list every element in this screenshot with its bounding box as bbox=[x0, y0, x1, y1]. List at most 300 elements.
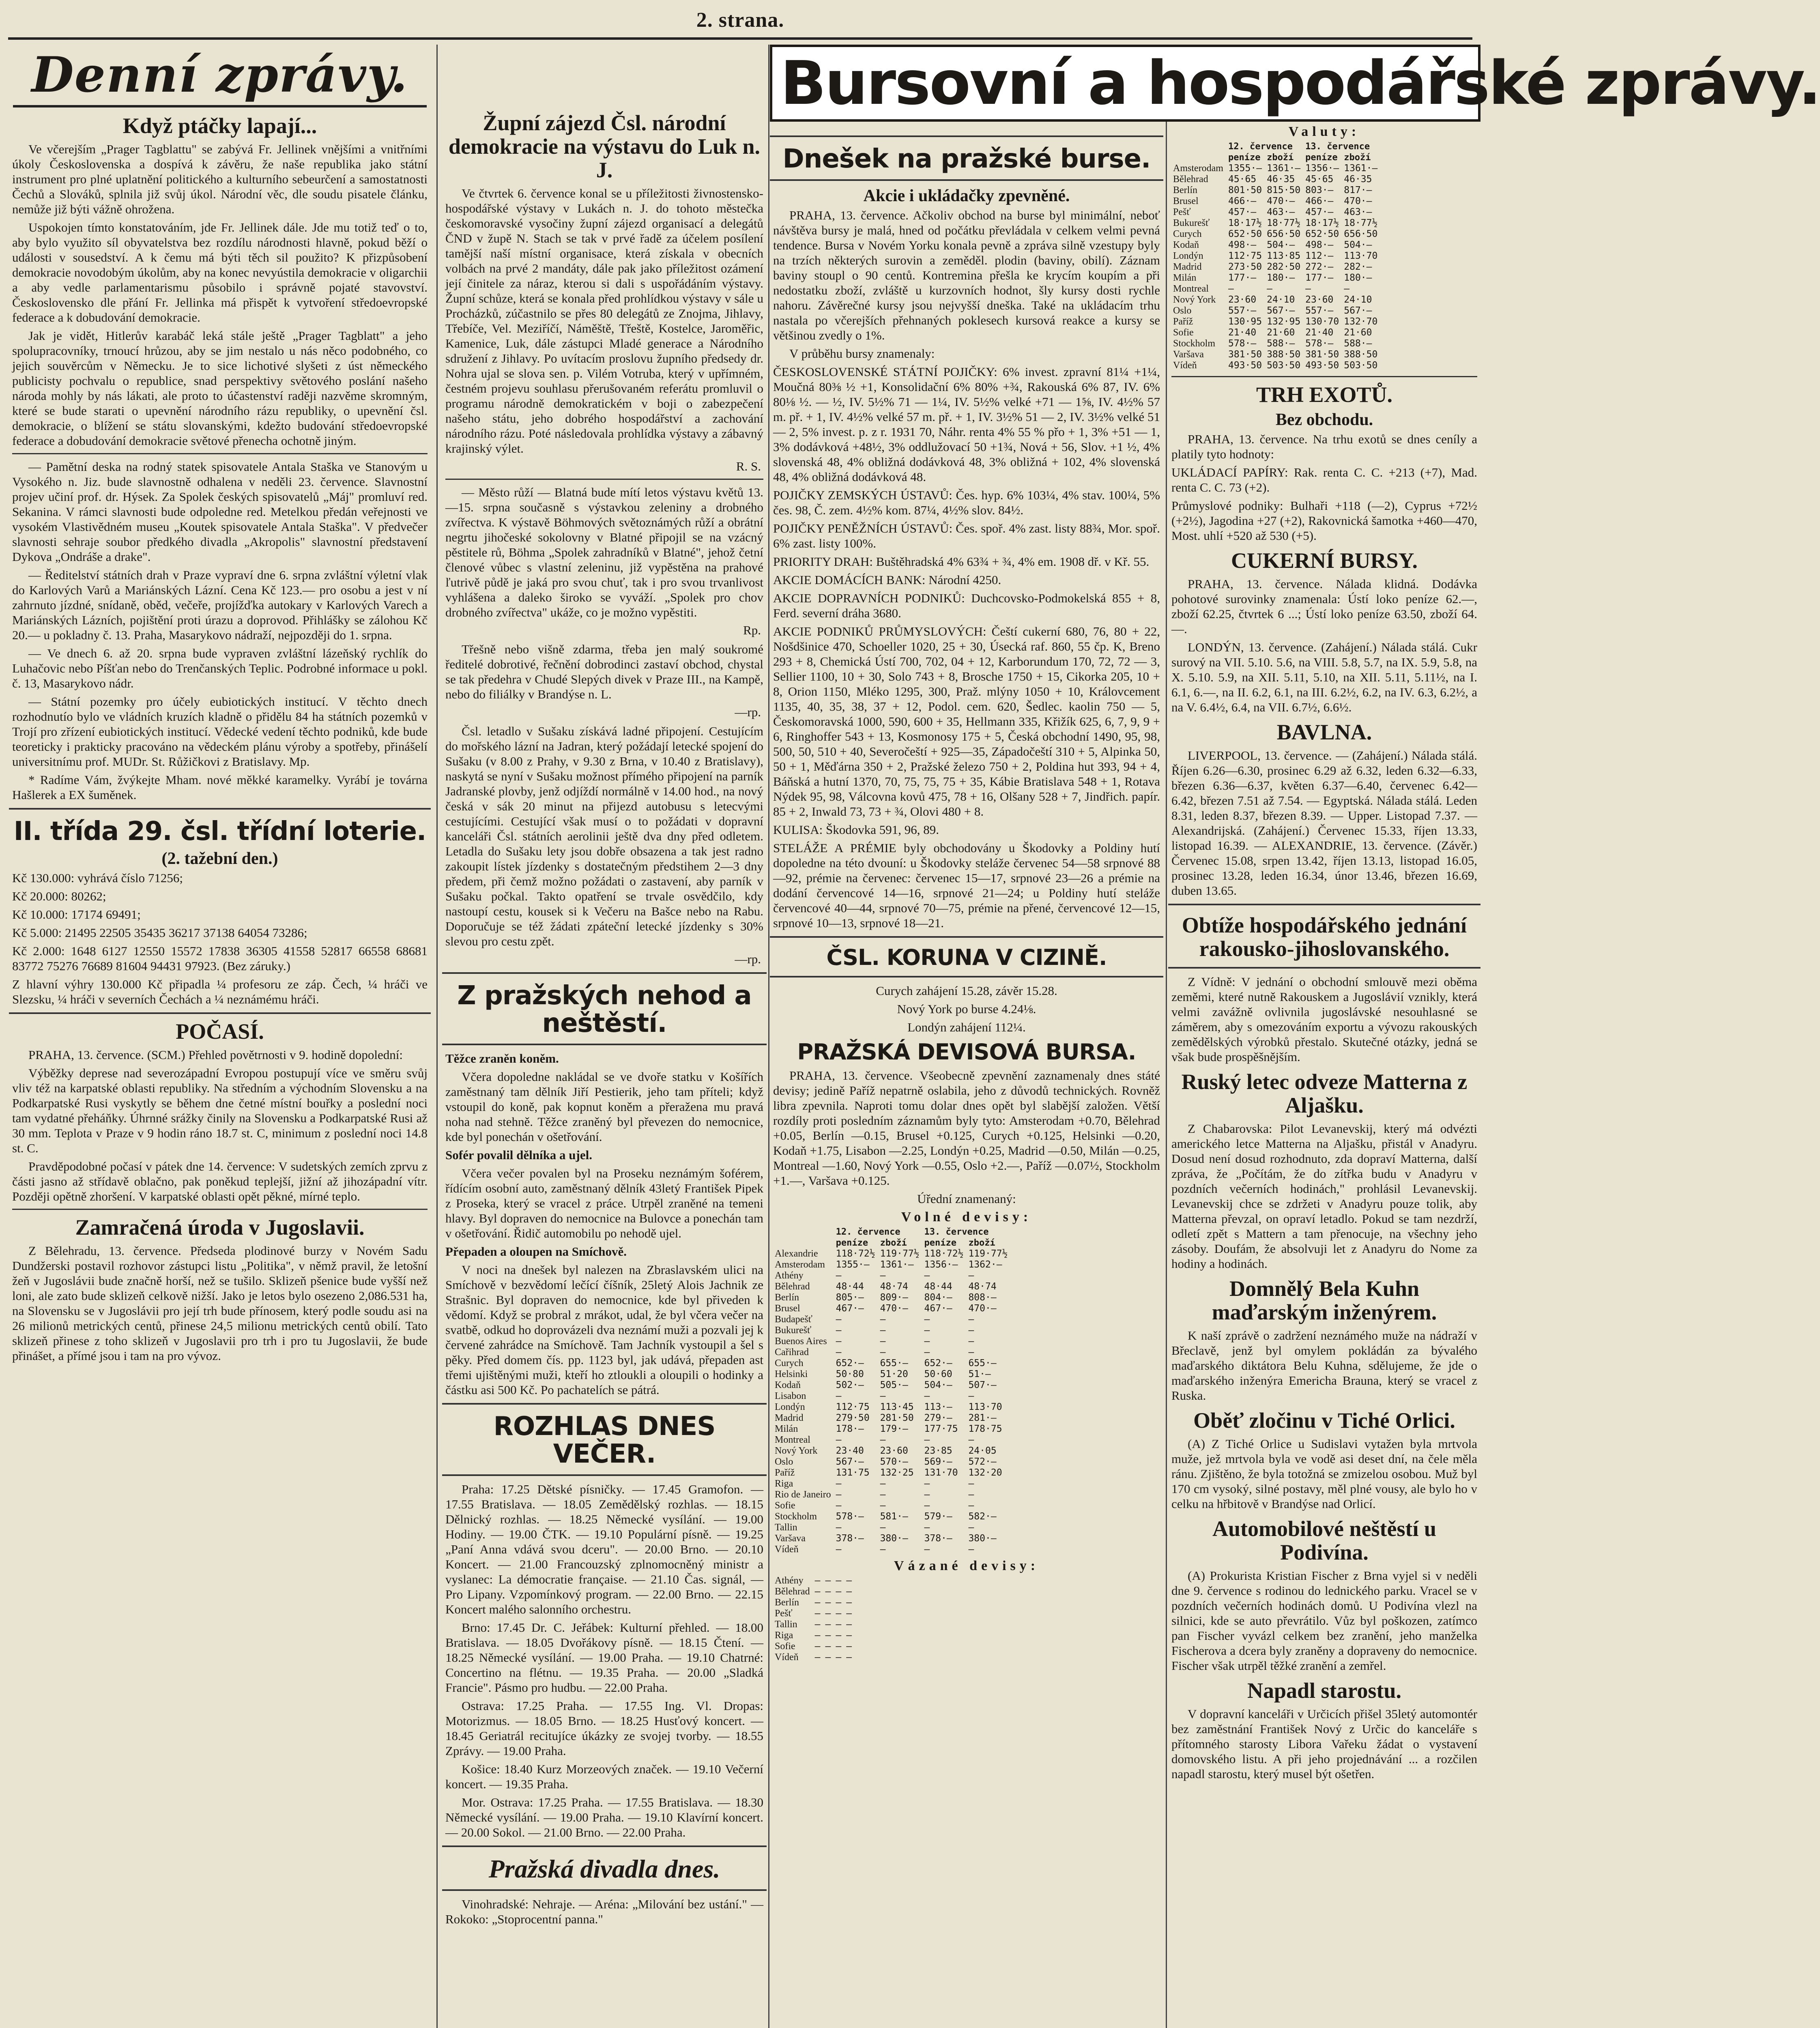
rate-value: 24·10 bbox=[1344, 294, 1372, 305]
rate-value: 503·50 bbox=[1344, 360, 1378, 371]
rate-value: — bbox=[968, 1478, 974, 1489]
rate-value: — bbox=[846, 1652, 852, 1663]
article-title: Domnělý Bela Kuhn maďarským inženýrem. bbox=[1212, 1276, 1437, 1324]
rate-value: — bbox=[924, 1544, 930, 1555]
theatre-listing: Vinohradské: Nehraje. — Aréna: „Milování bez ustání." — Rokoko: „Stoprocentní panna." bbox=[445, 1897, 763, 1926]
rate-value: — bbox=[924, 1336, 930, 1347]
rate-value: 652·50 bbox=[1228, 229, 1262, 239]
rate-value: 177·— bbox=[1228, 273, 1257, 283]
table-row bbox=[772, 1446, 1010, 1457]
rate-value: — bbox=[924, 1489, 930, 1500]
table-row bbox=[772, 1303, 1010, 1314]
currency-name: Vídeň bbox=[1173, 360, 1197, 371]
currency-name: Montreal bbox=[775, 1435, 810, 1445]
rate-value: 463·— bbox=[1344, 207, 1372, 217]
table-row bbox=[772, 1457, 1010, 1467]
koruna-section bbox=[770, 936, 1163, 977]
rate-value: 23·60 bbox=[880, 1446, 908, 1456]
rate-value: — bbox=[968, 1391, 974, 1401]
currency-name: Varšava bbox=[775, 1533, 806, 1544]
table-row bbox=[1171, 218, 1380, 229]
market-listing: Průmyslové podniky: Bulhaři +118 (—2), Cyprus +72½ (+2½), Jagodina +27 (+2), Rakovnická šamotka +460—470, Most. uhlí +520 až 530 (+5). bbox=[1171, 498, 1477, 543]
article-title: Pražská divadla dnes. bbox=[488, 1854, 720, 1883]
rate-value: 45·65 bbox=[1305, 174, 1334, 185]
rate-value: 656·50 bbox=[1344, 229, 1378, 239]
rate-value: — bbox=[836, 1652, 842, 1663]
article-title: ROZHLAS DNES VEČER. bbox=[493, 1411, 716, 1469]
table-header bbox=[1171, 141, 1226, 152]
rate-value: — bbox=[1228, 284, 1234, 294]
rate-value: 113·45 bbox=[880, 1402, 914, 1412]
article-title: Když ptáčky lapají... bbox=[122, 114, 317, 138]
table-row bbox=[772, 1358, 1010, 1369]
currency-name: Sofie bbox=[1173, 327, 1194, 338]
rate-value: 578·— bbox=[1228, 338, 1257, 349]
table-row bbox=[1171, 174, 1380, 185]
table-row bbox=[1171, 284, 1380, 294]
rate-value: 24·05 bbox=[968, 1446, 997, 1456]
table-row bbox=[772, 1608, 854, 1619]
article-paragraph: V noci na dnešek byl nalezen na Zbraslavském ulici na Smíchově v bezvědomí lečící číšník, 25letý Alois Jachnik ze Strašnic. Byl dopraven do nemocnice, kde byl přiveden k vědomí. Když se probral z mrákot, udal, že byl včera večer na svatbě, odkud ho doprovázeli dva neznámí muži a pozvali jej k červené zahrádce na Smíchově. Tam Jachník vystoupil a šel s pěky. Před domem čís. pp. 1123 byl, jak udává, přepaden ast třemi ujištěnými muži, kteří ho ztloukli a oloupili o hodinky a částku asi 500 Kč. Po pachatelích se pátrá. bbox=[445, 1263, 763, 1397]
divider bbox=[12, 453, 428, 454]
rate-value: 281·— bbox=[968, 1413, 997, 1423]
rate-value: — bbox=[880, 1391, 886, 1401]
rate-value: 588·— bbox=[1344, 338, 1372, 349]
subheading: Sofér povalil dělníka a ujel. bbox=[445, 1148, 592, 1162]
rate-value: — bbox=[825, 1586, 831, 1597]
divider bbox=[445, 479, 763, 480]
rate-value: 132·70 bbox=[1344, 316, 1378, 327]
market-listing: POJIČKY PENĚŽNÍCH ÚSTAVŮ: Čes. spoř. 4% zast. listy 88¾, Mor. spoř. 6% zast. listy 100%. bbox=[773, 521, 1160, 550]
article-paragraph: Ve čtvrtek 6. července konal se u příležitosti živnostensko-hospodářské výstavy v Lukách n. J. do tohoto městečka českomoravské vysočiny župní zájezd organisací a delegátů ČND v župě N. Stach se tak v prvé řadě za účelem posílení tamější naší místní organisace, která získala v obecních volbách na prvé 2 mandáty, dále pak jako příležitost ozámení její činitele za náraz, kterou si dali s uspořádáním výstavy. Župní schůze, která se konala před prohlídkou výstavy v sále u Procházků, zúčastnilo se přes 80 delegátů ze Znojma, Jihlavy, Třebíče, Vel. Meziříčí, Náměště, Třeště, Kostelce, Jaroměřic, Kamenice, Luk, dále zástupci Mladé generace a Národního sdružení z Jihlavy. Po uvítacím proslovu župního předsedy dr. Nohra ujal se slova sen. p. Vilém Votruba, který v upřímném, čestném projevu souhlasu přerušovaném referátu promluvil o programu národně demokratickém v boji o zabezpečení našeho státu, jeho dobrého hospodářství a zachování národního rázu. Poté následovala prohlídka výstavy a zábavný krajinský výlet. bbox=[445, 186, 763, 455]
table-row bbox=[772, 1336, 1010, 1347]
rate-value: 579·— bbox=[924, 1511, 952, 1522]
column-1 bbox=[9, 45, 431, 1366]
currency-name: Sofie bbox=[775, 1500, 795, 1511]
rate-value: 119·77½ bbox=[880, 1248, 920, 1259]
lottery-line: Kč 10.000: 17174 69491; bbox=[12, 907, 141, 922]
table-row bbox=[1171, 294, 1380, 305]
rate-value: — bbox=[836, 1575, 842, 1586]
koruna-line: Nový York po burse 4.24⅛. bbox=[897, 1002, 1036, 1016]
rate-value: — bbox=[814, 1652, 821, 1663]
valuty-section bbox=[1168, 124, 1480, 371]
article-title: BAVLNA. bbox=[1276, 720, 1372, 744]
weather-paragraph: PRAHA, 13. července. (SCM.) Přehled povětrnosti v 9. hodině dopolední: bbox=[28, 1048, 403, 1062]
table-body bbox=[772, 1248, 1010, 1555]
currency-name: Milán bbox=[1173, 273, 1197, 283]
table-row bbox=[772, 1489, 1010, 1500]
currency-name: Brusel bbox=[1173, 196, 1199, 206]
table-row bbox=[1171, 305, 1380, 316]
rate-value: 557·— bbox=[1228, 305, 1257, 316]
market-listing: ČESKOSLOVENSKÉ STÁTNÍ POJIČKY: 6% invest. zpravní 81¼ +1¼, Moučná 80⅜ ½ +1, Konsolidační 6% 80% +¾, Rakouská 6% 87, IV. 6% 80⅛ ½. — ½, IV. 5½% 71 — 1¼, IV. 5½% velké +71 — 1⅝, IV. 4½% 57 m. př. + 1, IV. 4½% velké 57 m. př. + 1, IV. 3½% 51 — 2, IV. 3½% velké 51 — 2, 5% invest. p. z r. 1931 70, Náhr. renta 4% 55 % přo + 1, 3% +51 — 1, 3% dodávková +48½, 3% oddlužovací 50 +1¾, Nová + 56, Slov. +1 ½, 4% slovenská 48, 4% obližná dodávková 48, 3% obližná + 102, 4% slovenská 48, 4% obližná dodávková 48. bbox=[773, 365, 1160, 484]
lottery-line: Z hlavní výhry 130.000 Kč připadla ¼ profesoru ze záp. Čech, ¼ hráči ve Slezsku, ¼ hráči v severních Čechách a ¼ neznámému hráči. bbox=[12, 977, 428, 1006]
currency-name: Curych bbox=[775, 1358, 804, 1368]
rate-value: 588·— bbox=[1267, 338, 1295, 349]
rate-value: 119·77½ bbox=[968, 1248, 1008, 1259]
table-row bbox=[772, 1511, 1010, 1522]
rate-value: 180·— bbox=[1344, 273, 1372, 283]
article-paragraph: (A) Z Tiché Orlice u Sudislavi vytažen byla mrtvola muže, jež mrtvola byla ve vodě asi deset dní, na čele měla ránu. Zjištěno, že byla totožná se zmizelou osobou. Muž byl 170 cm vysoký, silné postavy, měl plné vousy, ale bylo ho v celku na hřbitově v Brandýse nad Orlicí. bbox=[1171, 1437, 1477, 1511]
table-header: peníze bbox=[1305, 153, 1338, 163]
currency-name: Londýn bbox=[1173, 251, 1203, 261]
rate-value: — bbox=[846, 1586, 852, 1597]
currency-name: Lisabon bbox=[775, 1391, 806, 1401]
article-paragraph: PRAHA, 13. července. Ačkoliv obchod na burse byl minimální, neboť návštěva bursy je malá, hned od počátku převládala v celkem velmi pevná tendence. Bursa v Novém Yorku konala pevně a zpráva silně vzestupy byly na trzích některých surovin a zeměděl. plodin (baviny, obilí). Záznam baviny stoupl o 90 centů. Kontremina přešla ke krycím koupím a při nedostatku zboží, zvláště u kurzovních hodnot, šly kursy dosti rychle nahoru. Závěrečné kursy jsou nejvyšší dneška. Také na ukládacím trhu nastala po včerejších přehnaných poklesech kursová reakce a kursy se většinou zvedly o 1%. bbox=[773, 208, 1160, 342]
top-rule bbox=[8, 37, 1472, 40]
rate-value: — bbox=[836, 1522, 842, 1533]
currency-name: Amsterodam bbox=[775, 1259, 825, 1270]
rate-value: — bbox=[880, 1522, 886, 1533]
table-row bbox=[772, 1347, 1010, 1358]
rate-value: 23·40 bbox=[836, 1446, 864, 1456]
currency-name: Milán bbox=[775, 1424, 798, 1434]
rate-value: — bbox=[924, 1435, 930, 1445]
article-title: ČSL. KORUNA V CIZINĚ. bbox=[826, 945, 1107, 970]
rate-value: 470·— bbox=[880, 1303, 908, 1314]
rate-value: 21·60 bbox=[1344, 327, 1372, 338]
rate-value: — bbox=[1344, 284, 1350, 294]
rate-value: 804·— bbox=[924, 1292, 952, 1303]
rate-value: — bbox=[836, 1336, 842, 1347]
table-header: peníze bbox=[924, 1238, 956, 1248]
rate-value: — bbox=[880, 1336, 886, 1347]
currency-name: Stockholm bbox=[775, 1511, 817, 1522]
lottery-title: II. třída 29. čsl. třídní loterie. bbox=[13, 816, 426, 846]
currency-name: Alexandrie bbox=[775, 1248, 818, 1259]
currency-name: Stockholm bbox=[1173, 338, 1216, 349]
currency-name: Sofie bbox=[775, 1641, 795, 1652]
rate-value: 567·— bbox=[1344, 305, 1372, 316]
rate-value: — bbox=[846, 1575, 852, 1586]
currency-name: Pešť bbox=[1173, 207, 1191, 217]
rate-value: 567·— bbox=[836, 1457, 864, 1467]
news-item: Čsl. letadlo v Sušaku získává ladné připojení. Cestujícím do mořského lázní na Jadran, který požádají letecké spojení do Sušaku (v 8.00 z Prahy, v 9.30 z Brna, v 10.40 z Bratislavy), naskytá se nyní v Sušaku možnost přímého připojení na parník Jadranské plovby, jenž odjíždí normálně v 14.00 hod., na nový česká v sák 20 minut na přijezd autobusu s letecvými cestujícími. Cestující však musí o to požádati v dopravní kanceláři Čsl. státních aerolinii ještě dva dny před odletem. Letadla do Sušaku lety jsou dobře obsazena a tak jest radno zakoupit lístek jízdenky s dostatečným předstihem 2—3 dny předem, při čemž možno požádati o zastavení, aby parník v Sušaku počkal. Takto opatření se trvale osvědčilo, kdy nastoupí cestu, kousek si k Večeru na Bašce nebo na Rabu. Doporučuje se též žádati zpáteční letecké jízdenky s 30% slevou pro cestu zpět. bbox=[445, 724, 763, 948]
table-row bbox=[772, 1522, 1010, 1533]
rate-value: — bbox=[968, 1314, 974, 1325]
rate-value: — bbox=[924, 1478, 930, 1489]
article-title: Obtíže hospodářského jednání rakousko-jihoslovanského. bbox=[1182, 913, 1467, 961]
article-title: TRH EXOTŮ. bbox=[1256, 382, 1393, 407]
weather-title: POČASÍ. bbox=[176, 1019, 264, 1044]
article-title: Oběť zločinu v Tiché Orlici. bbox=[1193, 1408, 1455, 1433]
currency-name: Bukurešť bbox=[1173, 218, 1210, 228]
rate-value: 467·— bbox=[836, 1303, 864, 1314]
rate-value: — bbox=[825, 1608, 831, 1619]
radio-program: Košice: 18.40 Kurz Morzeových značek. — 19.10 Večerní koncert. — 19.35 Praha. bbox=[445, 1762, 763, 1791]
table-row bbox=[772, 1467, 1010, 1478]
table-row bbox=[772, 1500, 1010, 1511]
obtize-section bbox=[1168, 904, 1480, 969]
rate-value: — bbox=[836, 1478, 842, 1489]
rate-value: — bbox=[880, 1347, 886, 1358]
rate-value: 113·85 bbox=[1267, 251, 1301, 261]
rate-value: — bbox=[814, 1619, 821, 1630]
news-item: Třešně nebo višně zdarma, třeba jen malý soukromé ředitelé dobrotivé, řečnění dobrodinci zastaví obchod, chystal se tak předehra v Chudé Slepých divek v Praze III., na Kampě, nebo do filiálky v Brandýse n. L. bbox=[445, 642, 763, 701]
rate-value: 273·50 bbox=[1228, 262, 1262, 272]
rate-value: 1356·— bbox=[1305, 163, 1339, 174]
article-paragraph: K naší zprávě o zadržení neznámého muže na nádraží v Břeclavě, jenž byl omylem pokládán za bývalého maďarského diktátora Belu Kuhna, sdělujeme, že jde o maďarského inženýra Emericha Brauna, který se vracel z Ruska. bbox=[1171, 1328, 1477, 1403]
rate-value: 130·70 bbox=[1305, 316, 1339, 327]
article-title: Z pražských nehod a neštěstí. bbox=[457, 981, 752, 1038]
table-row bbox=[772, 1248, 1010, 1259]
rate-value: 132·25 bbox=[880, 1467, 914, 1478]
currency-name: Madrid bbox=[1173, 262, 1202, 272]
rate-value: 113·70 bbox=[1344, 251, 1378, 261]
article-paragraph: PRAHA, 13. července. Všeobecně zpevnění zaznamenaly dnes státé devisy; jedině Paříž nepatrně oslabila, jeho z důvodů technických. Rovněž libra zpevnila. Naproti tomu dolar dnes opět byl slabější založen. Větší rozdíly proti posledním záznamům byly tyto: Amsterodam +0.70, Bělehrad +0.05, Berlín —0.15, Brusel +0.125, Curych +0.125, Helsinki —0.20, Kodaň +1.75, Lisabon —2.25, Londýn +0.25, Madrid —0.50, Milán —0.25, Montreal —1.60, Nový York —0.55, Oslo +2.—, Paříž —0.07½, Stockholm +1.—, Varšava +0.125. bbox=[773, 1068, 1160, 1188]
table-row bbox=[772, 1325, 1010, 1336]
article-subtitle: Bez obchodu. bbox=[1275, 410, 1373, 429]
currency-name: Athény bbox=[775, 1575, 804, 1586]
market-listing: AKCIE PODNIKŮ PRŮMYSLOVÝCH: Čeští cukerní 680, 76, 80 + 22, Nošdšinice 470, Schoeller 1020, 25 + 30, Úsecká raf. 860, 55 čp. K, Breno 293 + 8, Chemická Ústí 700, 702, 04 + 12, Karborundum 170, 72, 72 — 3, Sellier 1100, 10 + 30, Solo 743 + 8, Brosche 1750 + 15, Cikorka 205, 10 + 8, Orion 1150, Mléko 1295, 300, Praž. mlýny 1050 + 10, Královcement 1135, 40, 35, 38, 37 + 12, Podol. cem. 620, Šedlec. kaolin 750 — 5, Českomoravská 1000, 590, 600 + 35, Hellmann 335, Křižík 625, 6, 7, 9, 9 + 6, Ringhoffer 543 + 13, Kosmonosy 175 + 5, Česká obchodní 1490, 95, 98, 500, 50, 510 + 40, Severočeští + 925—35, Západočeští 310 + 5, Alpinka 50, 50 + 1, Měďárna 350 + 2, Pražské železo 750 + 2, Poldina hut 393, 94 + 4, Báňská a hutní 1370, 70, 75, 75, 75 + 35, Kábie Bratislava 548 + 1, Rotava Nýdek 95, 98, Válcovna kovů 475, 78 + 16, Olšany 528 + 7, Jindřich. papír. 85 + 2, Inwald 73, 73 + ¾, Olovi 480 + 8. bbox=[773, 624, 1160, 819]
rate-value: — bbox=[836, 1630, 842, 1641]
rate-value: — bbox=[880, 1544, 886, 1555]
currency-name: Cařihrad bbox=[775, 1347, 809, 1358]
article-paragraph: Z Bělehradu, 13. července. Předseda plodinové burzy v Novém Sadu Dundžerski postavil rozhovor zástupci listu „Politika", v němž pravil, že letošní žeň v Jugoslávii bude značně horší, než se tušilo. Sklizeň pšenice bude vyšší než loni, ale zato bude sklizeň celkově nižší. Jako je letos bylo osezeno 2,086.531 ha, na Slovensku se v Jugoslávii pro její trh bude přínosem, který podle soudu asi na 26 milionů metrických centů, přinese 24,5 milionu metrických centů obilí. Tato sklizeň přinese z toho sklizeň v Jugoslavii pro trh i pro tu Jugoslavii, že bude přinášet, a přímé jsou i tam na pro vývoz. bbox=[12, 1244, 428, 1363]
rate-value: 21·60 bbox=[1267, 327, 1295, 338]
rate-value: 130·95 bbox=[1228, 316, 1262, 327]
bound-devisy-table bbox=[772, 1575, 854, 1663]
rate-value: 502·— bbox=[836, 1380, 864, 1390]
rate-value: 815·50 bbox=[1267, 185, 1301, 195]
rate-value: 578·— bbox=[836, 1511, 864, 1522]
rate-value: — bbox=[825, 1641, 831, 1652]
rate-value: — bbox=[814, 1641, 821, 1652]
rate-value: — bbox=[814, 1608, 821, 1619]
bourse-section bbox=[770, 135, 1163, 181]
rate-value: 567·— bbox=[1267, 305, 1295, 316]
radio-program: Mor. Ostrava: 17.25 Praha. — 17.55 Bratislava. — 18.30 Německé vysílání. — 19.00 Praha. — 19.10 Klavírní koncert. — 20.00 Sokol. — 21.00 Brno. — 22.00 Praha. bbox=[445, 1795, 763, 1839]
rate-value: 805·— bbox=[836, 1292, 864, 1303]
rate-value: — bbox=[880, 1325, 886, 1336]
valuty-table bbox=[1171, 141, 1380, 371]
table-row bbox=[772, 1652, 854, 1663]
rate-value: 388·50 bbox=[1344, 349, 1378, 360]
rate-value: 131·75 bbox=[836, 1467, 870, 1478]
table-header bbox=[1171, 152, 1226, 163]
market-listing: KULISA: Škodovka 591, 96, 89. bbox=[773, 823, 939, 837]
rate-value: 507·— bbox=[968, 1380, 997, 1390]
rate-value: — bbox=[968, 1435, 974, 1445]
subheading: Těžce zraněn koněm. bbox=[445, 1051, 559, 1066]
currency-name: Rio de Janeiro bbox=[775, 1489, 831, 1500]
rate-value: 582·— bbox=[968, 1511, 997, 1522]
currency-name: Tallin bbox=[775, 1619, 797, 1630]
divider bbox=[1171, 376, 1477, 377]
rate-value: 463·— bbox=[1267, 207, 1295, 217]
rate-value: 48·44 bbox=[836, 1281, 864, 1292]
rate-value: — bbox=[836, 1325, 842, 1336]
rate-value: 118·72½ bbox=[924, 1248, 964, 1259]
table-row bbox=[772, 1619, 854, 1630]
rate-value: — bbox=[880, 1270, 886, 1281]
rate-value: 380·— bbox=[880, 1533, 908, 1544]
table-row bbox=[1171, 185, 1380, 196]
rate-value: 809·— bbox=[880, 1292, 908, 1303]
rate-value: 467·— bbox=[924, 1303, 952, 1314]
rate-value: — bbox=[836, 1435, 842, 1445]
rate-value: 803·— bbox=[1305, 185, 1334, 195]
article-paragraph: (A) Prokurista Kristian Fischer z Brna vyjel si v neděli dne 9. července s rodinou do lednického parku. Vracel se v pozdních večerních hodinách domů. U Podivína vlezl na silnici, kde se auto převrátilo. Vůz byl poškozen, zatímco pan Fischer vyvázl celkem bez zranění, jeho manželka Fischerova a dcera byly zraněny a dopraveny do nemocnice. Fischer však utrpěl těžké zranění a zemřel. bbox=[1171, 1568, 1477, 1673]
accidents-section bbox=[442, 972, 767, 1045]
rate-value: 381·50 bbox=[1228, 349, 1262, 360]
rate-value: 51·— bbox=[968, 1369, 991, 1379]
currency-name: Amsterodam bbox=[1173, 163, 1223, 174]
rate-value: 817·— bbox=[1344, 185, 1372, 195]
currency-name: Madrid bbox=[775, 1413, 804, 1423]
column-2 bbox=[442, 45, 767, 1930]
rate-value: 118·72½ bbox=[836, 1248, 875, 1259]
rate-value: — bbox=[836, 1586, 842, 1597]
table-row bbox=[1171, 338, 1380, 349]
rate-value: — bbox=[880, 1314, 886, 1325]
column-3 bbox=[770, 45, 1163, 1665]
rate-value: — bbox=[968, 1500, 974, 1511]
article-paragraph: Z Vídně: V jednání o obchodní smlouvě mezi oběma zeměmi, které nutně Rakouskem a Jugoslávií vznikly, která velmi zavážně ovlivnila jugoslávské nesouhlasné se záměrem, aby s omezováním exportu a vývozu rakouských zemědělských výrobků přestalo. Skutečné otázky, jedná se však bude prospěšnějším. bbox=[1171, 975, 1477, 1064]
rate-value: 581·— bbox=[880, 1511, 908, 1522]
rate-value: — bbox=[968, 1325, 974, 1336]
article-paragraph: Ve včerejším „Prager Tagblattu" se zabývá Fr. Jellinek vnějšími a vnitřními úkoly Československa a dospívá k závěru, že naše republika jako státní instrument pro plné uplatnění politického a kulturního sebeurčení a samostatnosti Čechů a Slováků, splnila již svůj úkol. Národní věc, dle soudu pisatele článku, nemůže již býti vážně ohrožena. bbox=[12, 142, 428, 216]
article-title: CUKERNÍ BURSY. bbox=[1231, 548, 1418, 573]
weather-paragraph: Výběžky deprese nad severozápadní Evropou postupují více ve směru svůj vliv též na karpatské oblasti republiky. Na středním a východním Slovensku a na Podkarpatské Rusi vyskytly se během dne četné místní bouřky a poslední noci tam vydatné přeháňky. Úhrnné srážky činily na Slovensku a Podkarpatské Rusi až 30 mm. Teplota v Praze v 9 hodin ráno 18.7 st. C, minimum z poslední noci 14.8 st. C. bbox=[12, 1066, 428, 1155]
rate-value: — bbox=[968, 1522, 974, 1533]
lottery-line: Kč 5.000: 21495 22505 35435 36217 37138 64054 73286; bbox=[12, 926, 307, 940]
market-listing: AKCIE DOPRAVNÍCH PODNIKŮ: Duchcovsko-Podmokelská 855 + 8, Ferd. severní dráha 3680. bbox=[773, 591, 1160, 620]
rate-value: 178·— bbox=[836, 1424, 864, 1434]
table-row bbox=[772, 1380, 1010, 1391]
market-listing: AKCIE DOMÁCÍCH BANK: Národní 4250. bbox=[773, 573, 1001, 587]
rate-value: — bbox=[846, 1619, 852, 1630]
rate-value: 1355·— bbox=[836, 1259, 870, 1270]
table-row bbox=[772, 1597, 854, 1608]
rate-value: 46·35 bbox=[1344, 174, 1372, 185]
article-title: PRAŽSKÁ DEVISOVÁ BURSA. bbox=[797, 1039, 1136, 1065]
table-row bbox=[772, 1413, 1010, 1424]
market-listing: POJIČKY ZEMSKÝCH ÚSTAVŮ: Čes. hyp. 6% 103¼, 4% stav. 100¼, 5% čes. 98, Č. zem. 4½% kom. 87¼, 4½% slov. 84½. bbox=[773, 488, 1160, 517]
rate-value: 470·— bbox=[1267, 196, 1295, 206]
rate-value: — bbox=[814, 1597, 821, 1608]
article-signature: —rp. bbox=[735, 705, 761, 719]
currency-name: Kodaň bbox=[1173, 240, 1199, 250]
rate-value: — bbox=[836, 1500, 842, 1511]
rate-value: 1361·— bbox=[880, 1259, 914, 1270]
rate-value: 652·— bbox=[924, 1358, 952, 1368]
article-paragraph: Včera dopoledne nakládal se ve dvoře statku v Košířích zaměstnaný tam dělník Jiří Pestierik, jeho tam příteli; když vstoupil do koně, pak kopnut koněm a přeražena mu pravá noha nad stehně. Těžce zraněný byl převezen do nemocnice, kde byl ponechán v ošetřování. bbox=[445, 1070, 763, 1144]
rate-value: 504·— bbox=[924, 1380, 952, 1390]
column-separator bbox=[768, 45, 769, 2028]
currency-name: Berlín bbox=[775, 1597, 799, 1608]
table-row bbox=[772, 1544, 1010, 1555]
article-paragraph: LIVERPOOL, 13. července. — (Zahájení.) Nálada stálá. Říjen 6.26—6.30, prosinec 6.29 až 6.32, leden 6.32—6.33, březen 6.36—6.37, květen 6.37—6.40, červenec 6.42—6.42, březen 7.51 až 7.54. — Egyptská. Nálada stálá. Leden 8.31, leden 8.37, březen 8.39. — Upper. Listopad 7.37. — Alexandrijská. (Zahájení.) Červenec 15.33, říjen 13.33, listopad 16.39. — ALEXANDRIE, 13. července. (Závěr.) Červenec 15.08, srpen 13.42, říjen 13.13, listopad 16.05, prosinec 13.28, leden 16.34, únor 13.46, březen 16.69, duben 13.65. bbox=[1171, 748, 1477, 898]
currency-name: Paříž bbox=[1173, 316, 1193, 327]
rate-value: 272·— bbox=[1305, 262, 1334, 272]
rate-value: — bbox=[836, 1270, 842, 1281]
rate-value: 493·50 bbox=[1228, 360, 1262, 371]
currency-name: Bukurešť bbox=[775, 1325, 812, 1336]
table-row bbox=[1171, 251, 1380, 262]
rate-value: 801·50 bbox=[1228, 185, 1262, 195]
table-body bbox=[1171, 163, 1380, 371]
table-row bbox=[772, 1641, 854, 1652]
rate-value: 279·— bbox=[924, 1413, 952, 1423]
currency-name: Brusel bbox=[775, 1303, 800, 1314]
table-row bbox=[772, 1270, 1010, 1281]
currency-name: Tallin bbox=[775, 1522, 797, 1533]
rate-value: 21·40 bbox=[1305, 327, 1334, 338]
rate-value: — bbox=[880, 1489, 886, 1500]
rate-value: 112·— bbox=[1305, 251, 1334, 261]
rate-value: 503·50 bbox=[1267, 360, 1301, 371]
rate-value: 578·— bbox=[1305, 338, 1334, 349]
rate-value: — bbox=[924, 1325, 930, 1336]
rate-value: 655·— bbox=[880, 1358, 908, 1368]
rate-value: 655·— bbox=[968, 1358, 997, 1368]
table-row bbox=[772, 1533, 1010, 1544]
table-title: Volné devisy: bbox=[901, 1209, 1032, 1225]
page-number: 2. strana. bbox=[696, 9, 784, 32]
table-title: Valuty: bbox=[1288, 124, 1360, 139]
rate-value: 112·75 bbox=[1228, 251, 1262, 261]
currency-name: Varšava bbox=[1173, 349, 1204, 360]
table-row bbox=[1171, 207, 1380, 218]
rate-value: — bbox=[825, 1597, 831, 1608]
currency-name: Bělehrad bbox=[1173, 174, 1208, 185]
radio-program: Praha: 17.25 Dětské písničky. — 17.45 Gramofon. — 17.55 Bratislava. — 18.05 Zemědělský rozhlas. — 18.15 Dělnický rozhlas. — 18.25 Německé vysílání. — 19.00 Hodiny. — 19.00 ČTK. — 19.10 Populární písně. — 19.25 „Paní Anna vdává svou dceru". — 20.00 Brno. — 20.10 Koncert. — 21.00 Francouzský zplnomocněný ministr a vyslanec: La démocratie française. — 21.10 Čas. signál, — Pro Lipany. Vzpomínkový program. — 22.00 Brno. — 22.15 Koncert malého salonního orchestru. bbox=[445, 1482, 763, 1616]
article-title: Napadl starostu. bbox=[1247, 1678, 1402, 1703]
table-header bbox=[772, 1237, 834, 1248]
rate-value: — bbox=[846, 1630, 852, 1641]
table-body bbox=[772, 1575, 854, 1663]
article-paragraph: LONDÝN, 13. července. (Zahájení.) Nálada stálá. Cukr surový na VII. 5.10. 5.6, na VIII. 5.8, 5.7, na IX. 5.9, 5.8, na X. 5.10. 5.9, na XII. 5.11, 5.10, na XII. 5.11, 5.11½, na I. 6.1, 6.—, na II. 6.2, 6.1, na III. 6.2½, 6.2, na IV. 6.3, 6.2½, a na V. 6.4½, 6.4, na VII. 6.7½, 6.6½. bbox=[1171, 640, 1477, 714]
rate-value: 24·10 bbox=[1267, 294, 1295, 305]
rate-value: 504·— bbox=[1267, 240, 1295, 250]
table-row bbox=[772, 1369, 1010, 1380]
rate-value: 48·74 bbox=[880, 1281, 908, 1292]
rate-value: — bbox=[836, 1314, 842, 1325]
rate-value: 21·40 bbox=[1228, 327, 1257, 338]
currency-name: Berlín bbox=[1173, 185, 1197, 195]
rate-value: 113·— bbox=[924, 1402, 952, 1412]
advertisement: * Radíme Vám, žvýkejte Mham. nové měkké karamelky. Vyrábí je továrna Hašlerek a EX šuměnek. bbox=[12, 773, 428, 802]
table-row bbox=[772, 1292, 1010, 1303]
free-devisy-table bbox=[772, 1227, 1010, 1555]
currency-name: Riga bbox=[775, 1630, 793, 1641]
table-row bbox=[1171, 262, 1380, 273]
table-header: 12. července bbox=[836, 1227, 900, 1237]
news-item: — Město růží — Blatná bude mítí letos výstavu květů 13.—15. srpna současně s výstavkou zeleniny a drobného zvířectva. K výstavě Böhmových světoznámých růží a obrátní negrtu jihočeské sokolovny v Blatné připojil se na vzácný pěstitele rů, Böhma „Spolek zahradníků v Blatné", jehož četní členové vůbec s vlastní zeleninu, již vypěstěna na prahové ľutrivě půdě je jaká pro svou chuť, tak i pro svou trvanlivost vyhlášena a daleko široko se vyváží. „Spolek pro chov drobného zvířectva" ukáže, co je možno vypěstiti. bbox=[445, 485, 763, 619]
currency-name: Pešť bbox=[775, 1608, 793, 1619]
rate-value: — bbox=[825, 1575, 831, 1586]
rate-value: 50·80 bbox=[836, 1369, 864, 1379]
rate-value: 572·— bbox=[968, 1457, 997, 1467]
table-header: 12. července bbox=[1228, 142, 1293, 152]
rate-value: — bbox=[836, 1608, 842, 1619]
column-separator bbox=[1166, 122, 1167, 2028]
currency-name: Bělehrad bbox=[775, 1281, 810, 1292]
lottery-line: Kč 20.000: 80262; bbox=[12, 889, 106, 903]
rate-value: 557·— bbox=[1305, 305, 1334, 316]
rate-value: 18·17½ bbox=[1305, 218, 1339, 228]
rate-value: — bbox=[825, 1619, 831, 1630]
rate-value: 177·— bbox=[1305, 273, 1334, 283]
rate-value: 808·— bbox=[968, 1292, 997, 1303]
news-item: — Pamětní deska na rodný statek spisovatele Antala Staška ve Stanovým u Vysokého n. Jiz. bude slavnostně odhalena v neděli 23. července. Slavnostní projev učiní prof. dr. Hýsek. Za Spolek českých spisovatelů „Máj" promluví red. Sekanina. V rámci slavnosti bude odpoledne red. Metelkou předán veřejnosti ve vysokém Vlastivědném museu „Koutek spisovatele Antala Staška". V předvečer slavnosti sehraje soubor předkého divadla „Akropolis" slavnostní představení Dykova „Ondráše a drake". bbox=[12, 460, 428, 564]
rate-value: — bbox=[968, 1270, 974, 1281]
currency-name: Vídeň bbox=[775, 1652, 799, 1663]
table-header: zboží bbox=[1344, 153, 1371, 163]
currency-name: Vídeň bbox=[775, 1544, 799, 1555]
